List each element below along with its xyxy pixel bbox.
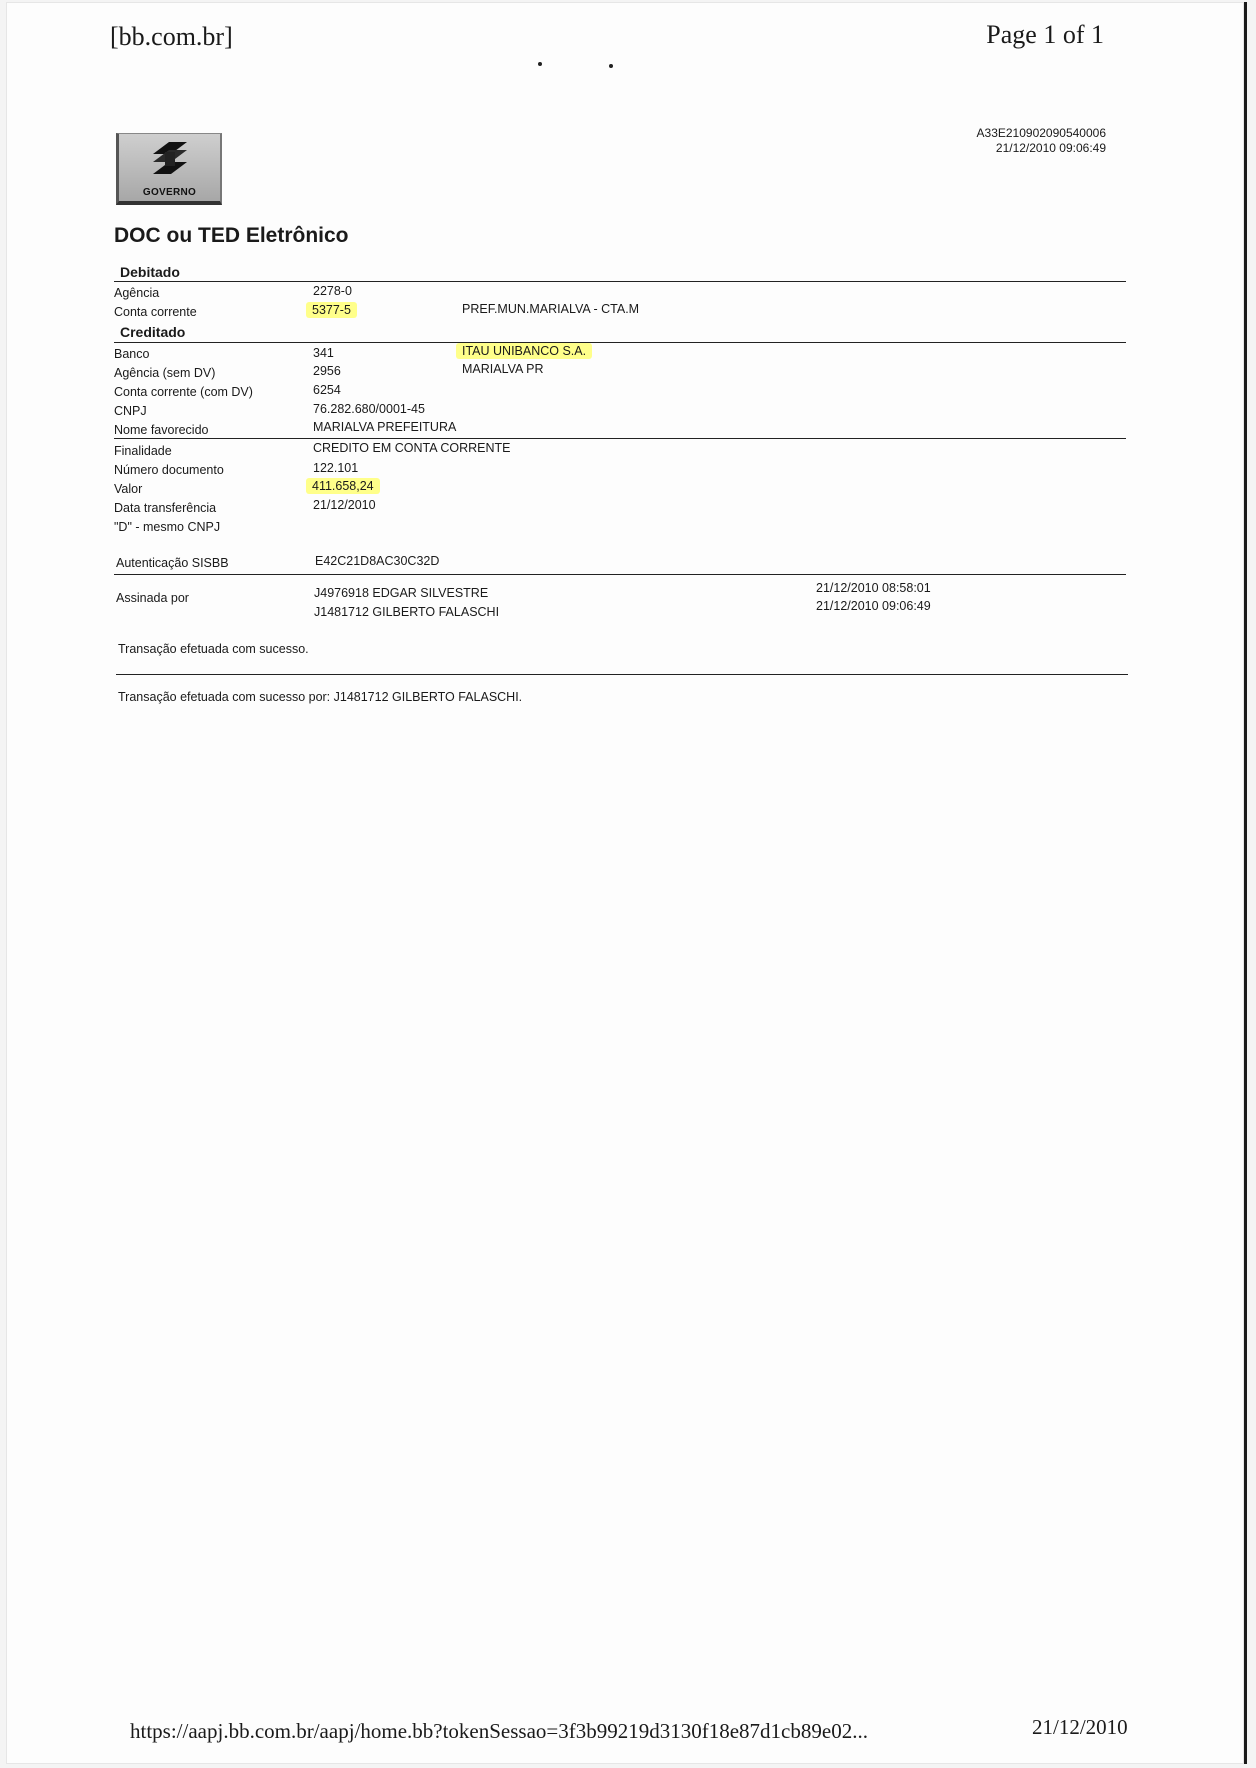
field-label: Agência <box>114 286 160 300</box>
field-value-extra: PREF.MUN.MARIALVA - CTA.M <box>462 302 640 316</box>
field-value: 2278-0 <box>313 284 352 298</box>
section-creditado: Creditado <box>120 324 186 340</box>
field-value-extra: MARIALVA PR <box>462 362 544 376</box>
scan-speck <box>538 62 542 66</box>
field-value: 76.282.680/0001-45 <box>313 402 425 416</box>
divider <box>116 674 1128 675</box>
field-value: 2956 <box>313 364 341 378</box>
logo-caption: GOVERNO <box>142 187 197 198</box>
field-value: 21/12/2010 <box>313 498 376 512</box>
print-footer-url: https://aapj.bb.com.br/aapj/home.bb?tokenSessao=3f3b99219d3130f18e87d1cb89e02... <box>130 1719 868 1743</box>
auth-label: Autenticação SISBB <box>116 556 229 570</box>
final-message: Transação efetuada com sucesso por: J1481712 GILBERTO FALASCHI. <box>118 690 523 704</box>
document-page <box>6 2 1247 1764</box>
field-value: CREDITO EM CONTA CORRENTE <box>313 441 511 455</box>
field-value: 122.101 <box>313 461 359 475</box>
highlighted-account: 5377-5 <box>306 302 357 318</box>
field-label: Número documento <box>114 463 224 477</box>
divider <box>114 438 1126 439</box>
field-value: MARIALVA PREFEITURA <box>313 420 457 434</box>
print-header-site: [bb.com.br] <box>110 22 233 51</box>
bb-logo-icon <box>149 140 191 176</box>
signer-name: J1481712 GILBERTO FALASCHI <box>314 605 500 619</box>
field-label: Valor <box>114 482 143 496</box>
document-title: DOC ou TED Eletrônico <box>114 224 349 247</box>
field-label: Conta corrente (com DV) <box>114 385 253 399</box>
reference-code: A33E210902090540006 <box>976 126 1106 140</box>
divider <box>114 281 1126 282</box>
field-label: Banco <box>114 347 150 361</box>
highlighted-bank: ITAU UNIBANCO S.A. <box>456 343 592 359</box>
reference-datetime: 21/12/2010 09:06:49 <box>995 141 1106 155</box>
signed-by-label: Assinada por <box>116 591 189 605</box>
signer-datetime: 21/12/2010 09:06:49 <box>816 599 931 613</box>
field-label: CNPJ <box>114 404 147 418</box>
signer-name: J4976918 EDGAR SILVESTRE <box>314 586 489 600</box>
section-debitado: Debitado <box>120 264 180 280</box>
auth-code: E42C21D8AC30C32D <box>315 554 440 568</box>
field-label: Conta corrente <box>114 305 197 319</box>
divider <box>114 574 1126 575</box>
signer-datetime: 21/12/2010 08:58:01 <box>816 581 931 595</box>
field-value: 341 <box>313 346 334 360</box>
status-message: Transação efetuada com sucesso. <box>118 642 309 656</box>
field-label: Agência (sem DV) <box>114 366 216 380</box>
field-label: Nome favorecido <box>114 423 209 437</box>
print-header-page: Page 1 of 1 <box>986 20 1104 49</box>
field-label: Data transferência <box>114 501 217 515</box>
field-label: Finalidade <box>114 444 172 458</box>
divider <box>114 342 1126 343</box>
field-label: "D" - mesmo CNPJ <box>114 520 221 534</box>
bank-logo <box>116 133 222 205</box>
highlighted-amount: 411.658,24 <box>306 478 380 494</box>
reference-block <box>977 126 1106 156</box>
scan-speck <box>609 64 613 68</box>
print-footer-date: 21/12/2010 <box>1032 1715 1128 1739</box>
field-value: 6254 <box>313 383 341 397</box>
